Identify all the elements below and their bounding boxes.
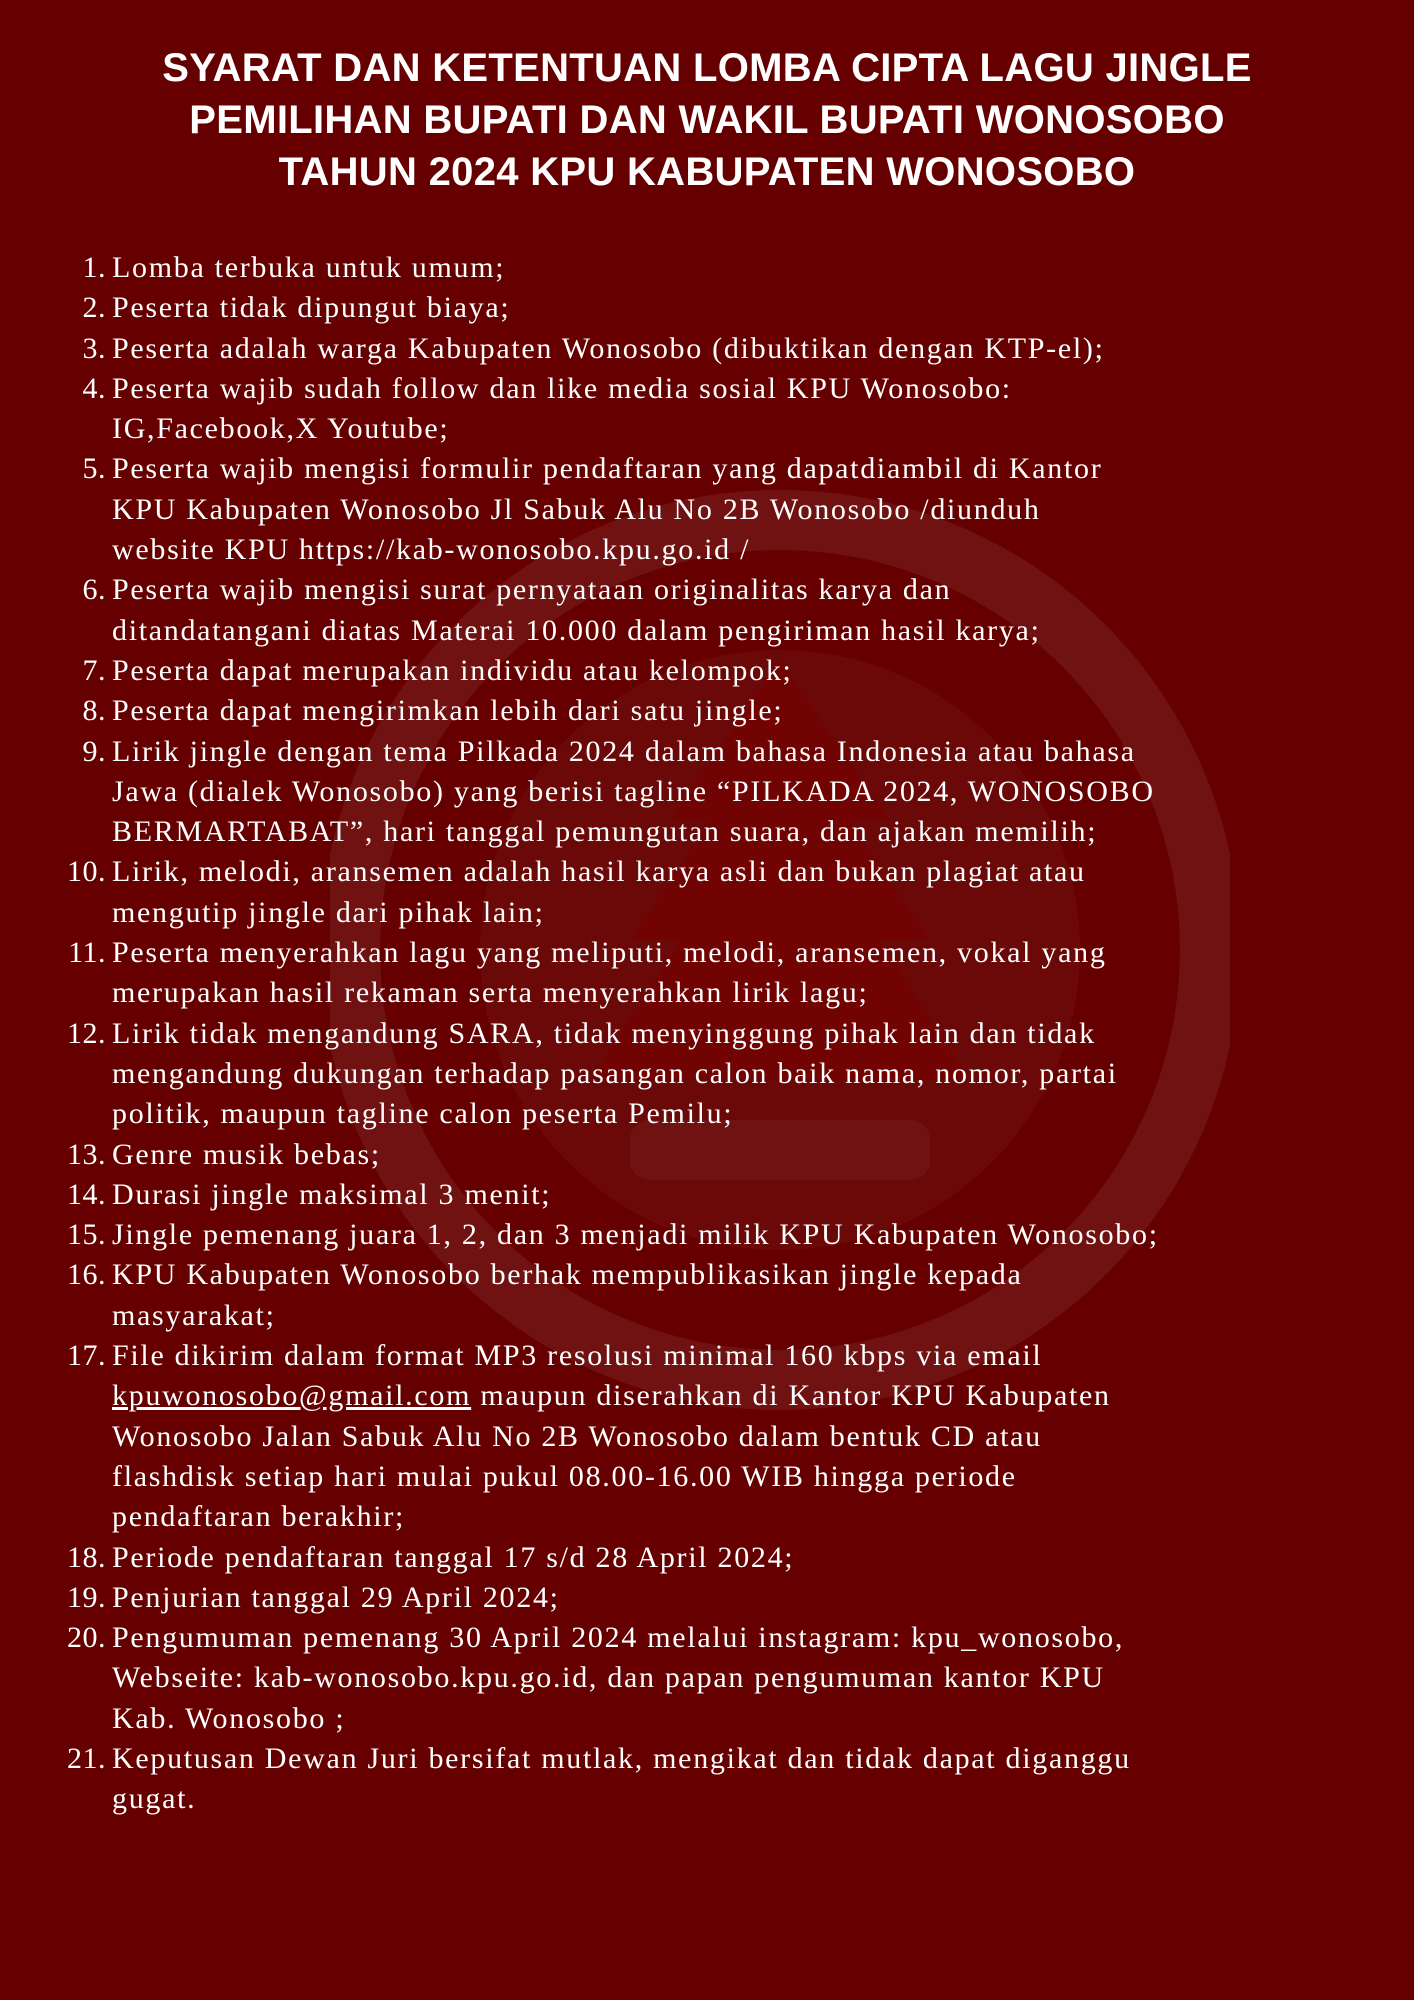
term-text-fragment: maupun diserahkan di Kantor KPU Kabupaten <box>471 1379 1111 1413</box>
term-text-line: Pengumuman pemenang 30 April 2024 melalui instagram: kpu_wonosobo, <box>112 1621 1125 1655</box>
term-text-line: Peserta dapat merupakan individu atau kelompok; <box>112 653 793 687</box>
email-link[interactable]: kpuwonosobo@gmail.com <box>112 1379 472 1413</box>
term-text-line: Webseite: kab-wonosobo.kpu.go.id, dan papan pengumuman kantor KPU <box>112 1661 1105 1695</box>
page-title <box>90 42 1324 198</box>
term-text-line: File dikirim dalam format MP3 resolusi minimal 160 kbps via email <box>112 1339 1043 1373</box>
term-text-line <box>112 1376 1340 1416</box>
title-line: TAHUN 2024 KPU KABUPATEN WONOSOBO <box>278 150 1136 194</box>
term-number: 18. <box>67 1540 106 1574</box>
title-line: PEMILIHAN BUPATI DAN WAKIL BUPATI WONOSOBO <box>189 98 1225 142</box>
term-number: 20. <box>67 1621 106 1655</box>
term-text-line: Lirik tidak mengandung SARA, tidak menyinggung pihak lain dan tidak <box>112 1016 1096 1050</box>
term-number: 17. <box>67 1339 106 1373</box>
term-text-line: masyarakat; <box>112 1298 276 1332</box>
term-item <box>0 933 1340 1014</box>
term-item <box>0 1014 1340 1135</box>
term-item <box>0 329 1340 369</box>
term-item <box>0 1255 1340 1336</box>
term-text-line: politik, maupun tagline calon peserta Pemilu; <box>112 1097 734 1131</box>
term-item <box>0 1215 1340 1255</box>
term-text-line: flashdisk setiap hari mulai pukul 08.00-16.00 WIB hingga periode <box>112 1459 1017 1493</box>
term-number: 9. <box>82 734 106 768</box>
term-text-line: Lomba terbuka untuk umum; <box>112 251 506 284</box>
term-number: 7. <box>82 653 106 687</box>
term-text-line: Lirik jingle dengan tema Pilkada 2024 dalam bahasa Indonesia atau bahasa <box>112 734 1136 768</box>
term-item <box>0 651 1340 691</box>
term-item <box>0 1175 1340 1215</box>
term-item <box>0 570 1340 651</box>
term-text-line: Peserta wajib sudah follow dan like media sosial KPU Wonosobo: <box>112 371 1012 405</box>
term-item <box>0 369 1340 450</box>
term-text-line: BERMARTABAT”, hari tanggal pemungutan suara, dan ajakan memilih; <box>112 815 1098 849</box>
term-item <box>0 248 1340 288</box>
term-text-line: Peserta tidak dipungut biaya; <box>112 291 511 325</box>
term-number: 4. <box>82 371 106 405</box>
term-number: 3. <box>82 331 106 365</box>
term-item <box>0 1336 1340 1537</box>
term-item <box>0 691 1340 731</box>
term-item <box>0 1578 1340 1618</box>
term-text-line: Durasi jingle maksimal 3 menit; <box>112 1177 552 1211</box>
term-item <box>0 288 1340 328</box>
term-text-line: Peserta adalah warga Kabupaten Wonosobo (dibuktikan dengan KTP-el); <box>112 331 1105 365</box>
term-number: 11. <box>68 936 106 970</box>
term-text-line: Peserta wajib mengisi formulir pendaftaran yang dapatdiambil di Kantor <box>112 452 1103 486</box>
term-text-line: Jingle pemenang juara 1, 2, dan 3 menjadi milik KPU Kabupaten Wonosobo; <box>112 1218 1159 1252</box>
term-text-line: Wonosobo Jalan Sabuk Alu No 2B Wonosobo dalam bentuk CD atau <box>112 1419 1042 1453</box>
term-text-line: gugat. <box>112 1782 197 1816</box>
term-number: 8. <box>82 694 106 728</box>
term-number: 5. <box>82 452 106 486</box>
term-text-line: mengutip jingle dari pihak lain; <box>112 895 545 929</box>
term-number: 1. <box>82 251 106 284</box>
term-text-line: pendaftaran berakhir; <box>112 1500 406 1534</box>
term-number: 2. <box>82 291 106 325</box>
term-text-line: Jawa (dialek Wonosobo) yang berisi tagline “PILKADA 2024, WONOSOBO <box>112 774 1155 808</box>
terms-list <box>0 248 1340 1820</box>
term-text-line: ditandatangani diatas Materai 10.000 dalam pengiriman hasil karya; <box>112 613 1041 647</box>
term-item <box>0 852 1340 933</box>
term-number: 21. <box>67 1741 106 1775</box>
term-text-line: mengandung dukungan terhadap pasangan calon baik nama, nomor, partai <box>112 1056 1118 1090</box>
term-text-line: IG,Facebook,X Youtube; <box>112 412 450 446</box>
term-text-line: Penjurian tanggal 29 April 2024; <box>112 1580 560 1614</box>
term-number: 16. <box>67 1258 106 1292</box>
term-number: 14. <box>67 1177 106 1211</box>
title-line: SYARAT DAN KETENTUAN LOMBA CIPTA LAGU JINGLE <box>162 46 1252 90</box>
term-text-line: KPU Kabupaten Wonosobo Jl Sabuk Alu No 2B Wonosobo /diunduh <box>112 492 1041 526</box>
term-text-line: Kab. Wonosobo ; <box>112 1701 346 1735</box>
term-number: 12. <box>67 1016 106 1050</box>
term-text-line: merupakan hasil rekaman serta menyerahkan lirik lagu; <box>112 976 869 1010</box>
term-number: 15. <box>67 1218 106 1252</box>
term-text-line: Peserta dapat mengirimkan lebih dari satu jingle; <box>112 694 784 728</box>
term-number: 10. <box>67 855 106 889</box>
term-text-line: Peserta menyerahkan lagu yang meliputi, melodi, aransemen, vokal yang <box>112 936 1107 970</box>
term-text-line: website KPU https://kab-wonosobo.kpu.go.id / <box>112 533 751 567</box>
term-text-line: Lirik, melodi, aransemen adalah hasil karya asli dan bukan plagiat atau <box>112 855 1086 889</box>
term-number: 19. <box>67 1580 106 1614</box>
term-text-line: Genre musik bebas; <box>112 1137 381 1171</box>
term-number: 6. <box>82 573 106 607</box>
term-item <box>0 1538 1340 1578</box>
term-item <box>0 1618 1340 1739</box>
term-text-line: Periode pendaftaran tanggal 17 s/d 28 April 2024; <box>112 1540 795 1574</box>
term-number: 13. <box>67 1137 106 1171</box>
term-item <box>0 449 1340 570</box>
term-text-line: Peserta wajib mengisi surat pernyataan originalitas karya dan <box>112 573 952 607</box>
term-item <box>0 732 1340 853</box>
term-item <box>0 1739 1340 1820</box>
term-item <box>0 1135 1340 1175</box>
term-text-line: KPU Kabupaten Wonosobo berhak mempublikasikan jingle kepada <box>112 1258 1023 1292</box>
term-text-line: Keputusan Dewan Juri bersifat mutlak, mengikat dan tidak dapat diganggu <box>112 1741 1131 1775</box>
